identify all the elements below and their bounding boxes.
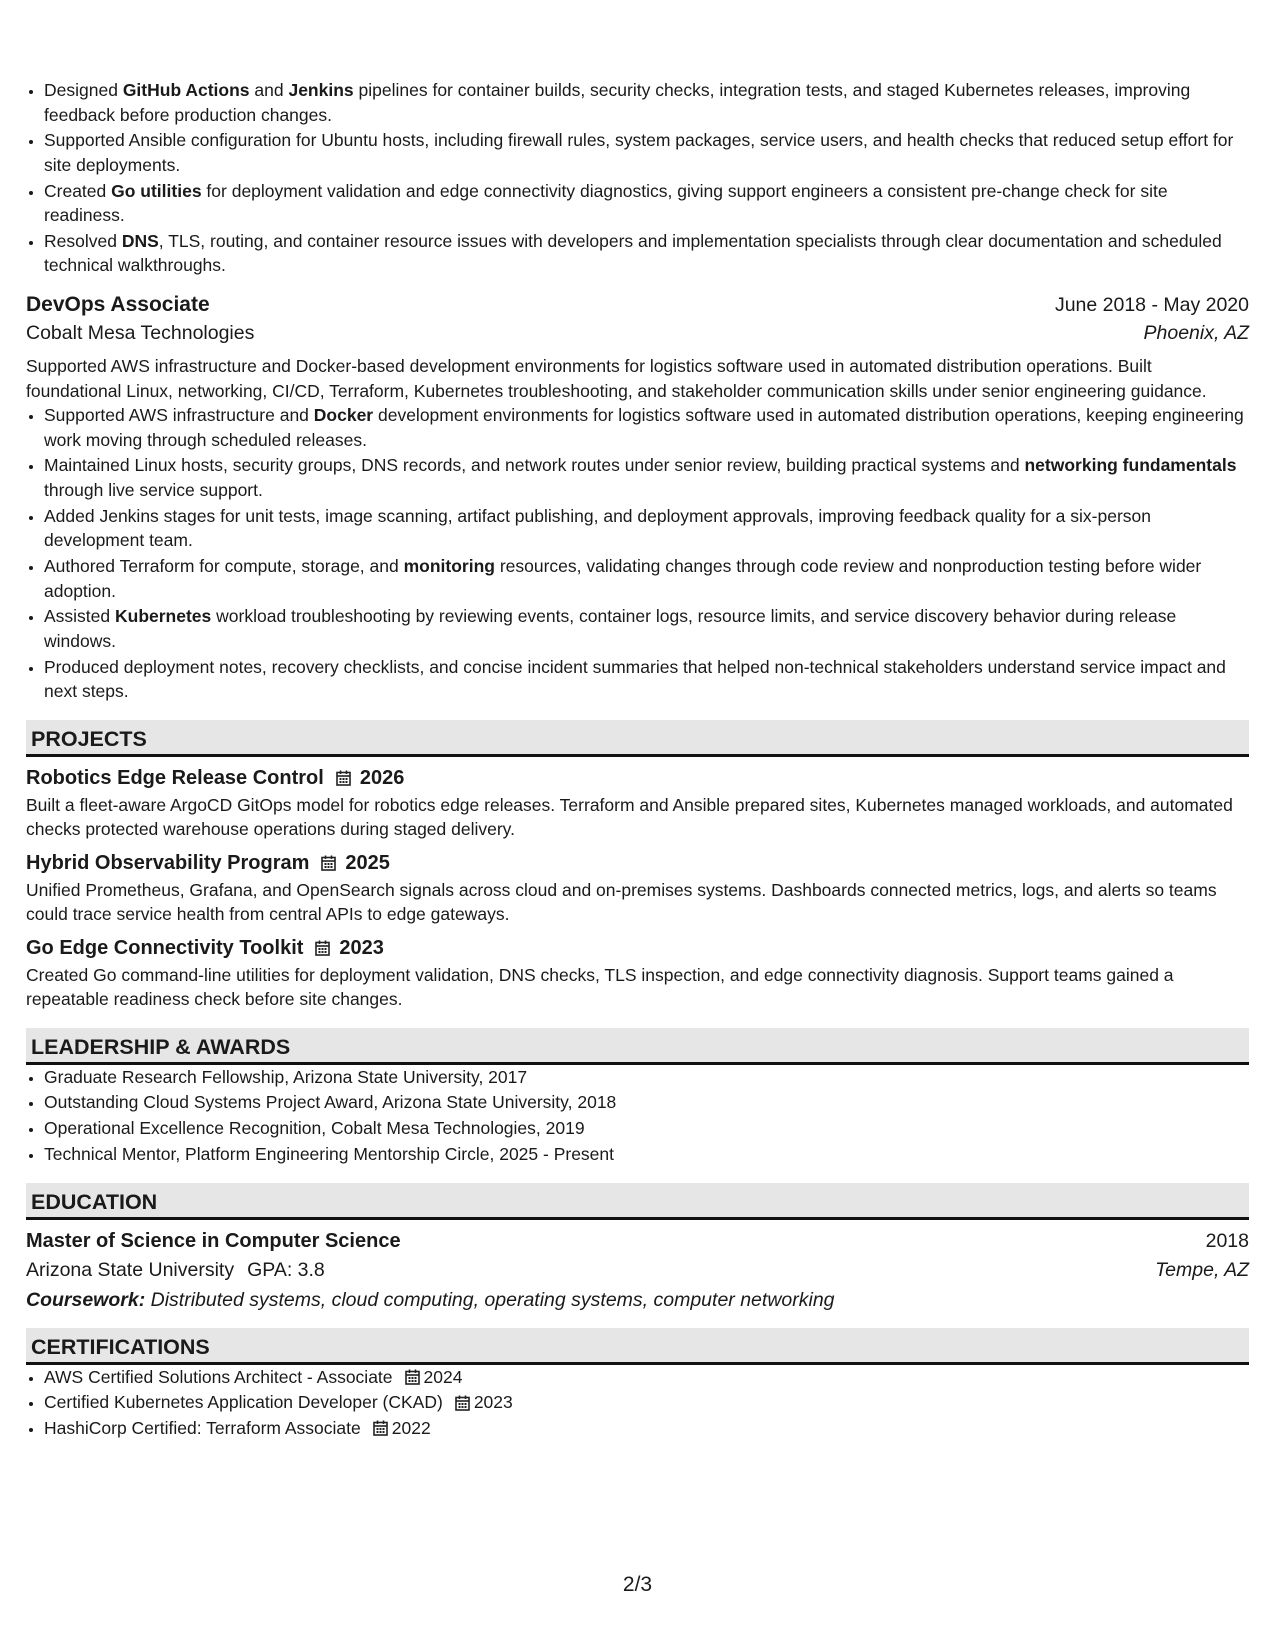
project-item bbox=[26, 937, 1249, 1012]
award-item: • Graduate Research Fellowship, Arizona State University, 2017 bbox=[44, 1065, 1249, 1090]
certifications-heading: CERTIFICATIONS bbox=[26, 1328, 1249, 1365]
experience-continued-bullets bbox=[26, 78, 1249, 278]
education-header bbox=[26, 1230, 1249, 1253]
job-bullets bbox=[26, 403, 1249, 703]
certification-year: 2022 bbox=[391, 1418, 431, 1439]
certification-item bbox=[44, 1365, 1249, 1390]
page-number: 2/3 bbox=[622, 1573, 653, 1596]
education-gpa: GPA: 3.8 bbox=[247, 1258, 325, 1281]
project-description: Unified Prometheus, Grafana, and OpenSearch signals across cloud and on-premises systems. Dashboards connected metrics, logs, and alerts so teams could trace service health from central APIs to edge gateways. bbox=[26, 879, 1217, 925]
bullet-item: • Assisted Kubernetes workload troubleshooting by reviewing events, container logs, resource limits, and service discovery behavior during release windows. bbox=[44, 604, 1249, 653]
project-item bbox=[26, 767, 1249, 842]
calendar-icon bbox=[315, 940, 330, 956]
bold-keyword: Go utilities bbox=[111, 180, 202, 201]
project-item bbox=[26, 852, 1249, 927]
certification-name: • AWS Certified Solutions Architect - Associate bbox=[44, 1366, 393, 1387]
calendar-icon bbox=[455, 1395, 470, 1411]
coursework-label: Coursework: bbox=[26, 1288, 146, 1311]
project-title: Robotics Edge Release Control bbox=[26, 766, 324, 789]
job-header bbox=[26, 279, 1249, 317]
job-company-row bbox=[26, 322, 1249, 345]
calendar-icon bbox=[321, 855, 336, 871]
award-item: • Operational Excellence Recognition, Cobalt Mesa Technologies, 2019 bbox=[44, 1116, 1249, 1141]
project-year: 2023 bbox=[339, 936, 384, 959]
job-summary: Supported AWS infrastructure and Docker-based development environments for logistics software used in automated distribution operations. Built foundational Linux, networking, CI/CD, Terraform, Kubernetes troubleshooting, and stakeholder communication skills under senior engineering guidance. bbox=[26, 356, 1207, 401]
project-description: Built a fleet-aware ArgoCD GitOps model for robotics edge releases. Terraform and Ansible prepared sites, Kubernetes managed workloads, and automated checks protected warehouse operations during staged delivery. bbox=[26, 794, 1233, 840]
leadership-heading: LEADERSHIP & AWARDS bbox=[26, 1028, 1249, 1065]
bold-keyword: Kubernetes bbox=[115, 606, 212, 627]
bullet-item: • Produced deployment notes, recovery checklists, and concise incident summaries that helped non-technical stakeholders understand service impact and next steps. bbox=[44, 655, 1249, 704]
project-title: Hybrid Observability Program bbox=[26, 851, 310, 874]
bold-keyword: monitoring bbox=[403, 556, 495, 577]
education-school: Arizona State University bbox=[26, 1258, 235, 1281]
education-location: Tempe, AZ bbox=[1155, 1258, 1249, 1281]
project-title: Go Edge Connectivity Toolkit bbox=[26, 936, 304, 959]
education-year: 2018 bbox=[1205, 1229, 1249, 1252]
education-coursework bbox=[26, 1289, 1249, 1312]
bold-keyword: networking fundamentals bbox=[1024, 455, 1237, 476]
coursework-text: Distributed systems, cloud computing, operating systems, computer networking bbox=[150, 1288, 835, 1311]
award-item: • Outstanding Cloud Systems Project Award, Arizona State University, 2018 bbox=[44, 1090, 1249, 1115]
certification-year: 2023 bbox=[473, 1392, 513, 1413]
bullet-item: • Maintained Linux hosts, security groups, DNS records, and network routes under senior review, building practical systems and networking fundamentals through live service support. bbox=[44, 453, 1249, 502]
projects-heading: PROJECTS bbox=[26, 720, 1249, 757]
project-title-row bbox=[26, 767, 1249, 790]
job-company: Cobalt Mesa Technologies bbox=[26, 322, 255, 345]
education-degree: Master of Science in Computer Science bbox=[26, 1229, 401, 1252]
job-title: DevOps Associate bbox=[26, 293, 210, 317]
calendar-icon bbox=[336, 770, 351, 786]
certification-year: 2024 bbox=[423, 1366, 463, 1387]
project-year: 2026 bbox=[359, 766, 405, 789]
projects-list bbox=[26, 767, 1249, 1012]
award-item: • Technical Mentor, Platform Engineering Mentorship Circle, 2025 - Present bbox=[44, 1142, 1249, 1167]
bullet-item: • Supported AWS infrastructure and Docker development environments for logistics software used in automated distribution operations, keeping engineering work moving through scheduled releases. bbox=[44, 403, 1249, 452]
bold-keyword: GitHub Actions bbox=[122, 80, 250, 100]
bullet-item: • Authored Terraform for compute, storage, and monitoring resources, validating changes through code review and nonproduction testing before wider adoption. bbox=[44, 554, 1249, 603]
project-description: Created Go command-line utilities for deployment validation, DNS checks, TLS inspection, and edge connectivity diagnosis. Support teams gained a repeatable readiness check before site changes. bbox=[26, 964, 1174, 1010]
bullet-item: • Resolved DNS, TLS, routing, and container resource issues with developers and implementation specialists through clear documentation and scheduled technical walkthroughs. bbox=[44, 229, 1249, 278]
bullet-item: • Supported Ansible configuration for Ubuntu hosts, including firewall rules, system packages, service users, and health checks that reduced setup effort for site deployments. bbox=[44, 128, 1249, 177]
certification-name: • Certified Kubernetes Application Developer (CKAD) bbox=[44, 1392, 443, 1413]
certification-item bbox=[44, 1390, 1249, 1415]
project-title-row bbox=[26, 937, 1249, 960]
resume-page bbox=[26, 78, 1249, 1442]
bullet-item: • Added Jenkins stages for unit tests, image scanning, artifact publishing, and deployment approvals, improving feedback quality for a six-person development team. bbox=[44, 504, 1249, 553]
bullet-item: • Designed GitHub Actions and Jenkins pipelines for container builds, security checks, integration tests, and staged Kubernetes releases, improving feedback before production changes. bbox=[44, 78, 1249, 127]
bullet-item: • Created Go utilities for deployment validation and edge connectivity diagnostics, giving support engineers a consistent pre-change check for site readiness. bbox=[44, 179, 1249, 228]
calendar-icon bbox=[405, 1369, 420, 1385]
bold-keyword: DNS bbox=[121, 230, 159, 251]
certifications-list bbox=[26, 1365, 1249, 1441]
project-year: 2025 bbox=[345, 851, 390, 874]
education-school-row bbox=[26, 1259, 1249, 1282]
awards-list bbox=[26, 1065, 1249, 1167]
project-title-row bbox=[26, 852, 1249, 875]
job-dates: June 2018 - May 2020 bbox=[1054, 294, 1249, 317]
calendar-icon bbox=[373, 1420, 388, 1436]
bold-keyword: Jenkins bbox=[288, 80, 354, 100]
education-heading: EDUCATION bbox=[26, 1183, 1249, 1220]
job-location: Phoenix, AZ bbox=[1143, 322, 1249, 345]
bold-keyword: Docker bbox=[313, 405, 374, 426]
certification-item bbox=[44, 1416, 1249, 1441]
certification-name: • HashiCorp Certified: Terraform Associate bbox=[44, 1418, 361, 1439]
